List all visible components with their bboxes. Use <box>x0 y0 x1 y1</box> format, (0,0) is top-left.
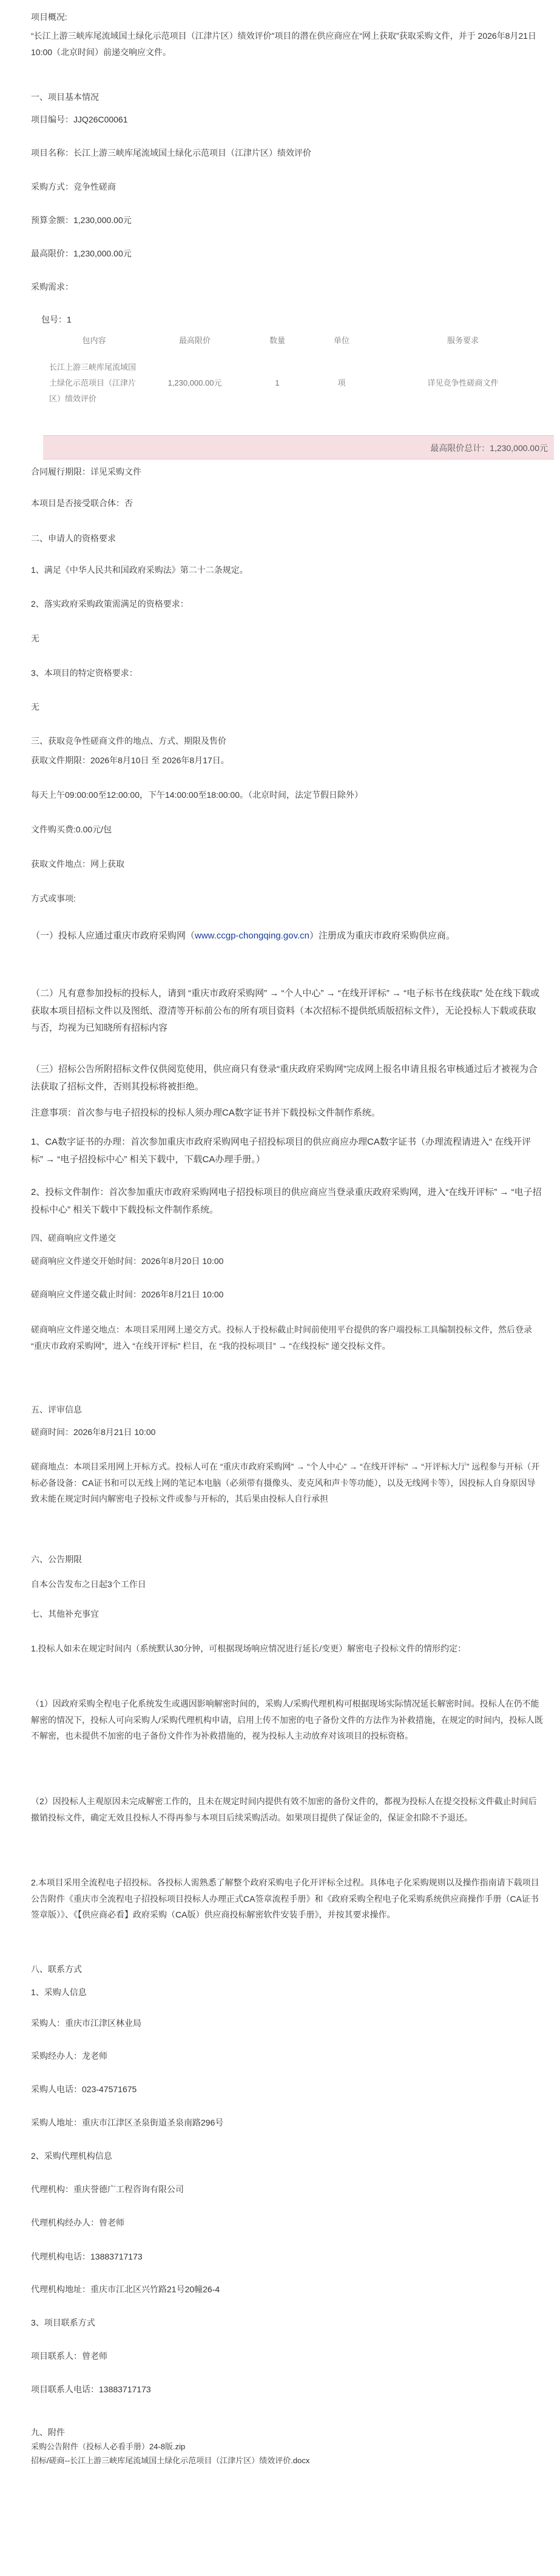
ccgp-link[interactable]: www.ccgp-chongqing.gov.cn <box>195 931 310 941</box>
supplement-heading: 七、其他补充事宜 <box>31 1609 99 1619</box>
overview-heading: 项目概况: <box>31 12 67 22</box>
buyer-name: 采购人：重庆市江津区林业局 <box>31 2018 141 2028</box>
qualification-item-1: 1、满足《中华人民共和国政府采购法》第二十二条规定。 <box>31 565 248 575</box>
project-name: 项目名称：长江上游三峡库尾流域国土绿化示范项目（江津片区）绩效评价 <box>31 148 311 158</box>
row-price: 1,230,000.00元 <box>167 378 222 387</box>
agency-heading: 2、采购代理机构信息 <box>31 2151 112 2161</box>
contract-period: 合同履行期限：详见采购文件 <box>31 467 141 477</box>
review-place: 磋商地点：本项目采用网上开标方式。投标人可在 “重庆市政府采购网” → “个人中心” → “在线开评标” → “开评标大厅” 远程参与开标（开标必备设备：CA证书和可以无线上网的笔记本电脑（必须带有摄像头、麦克风和声卡等功能），以及无线网卡等），因投标人自身原因导致未能在规定时间内解密电子投标文件或参与开标的，其后果由投标人自行承担 <box>31 1462 540 1504</box>
table-row <box>43 352 553 415</box>
package-table <box>43 327 553 415</box>
row-quantity: 1 <box>275 378 280 387</box>
basic-heading: 一、项目基本情况 <box>31 92 99 102</box>
supplement-paragraph-1: 1.投标人如未在规定时间内（系统默认30分钟，可根据现场响应情况进行延长/变更）解密电子投标文件的情形约定： <box>31 1644 467 1653</box>
project-contact-heading: 3、项目联系方式 <box>31 2318 95 2327</box>
package-label: 包号：1 <box>41 315 72 324</box>
qualification-item-3-value: 无 <box>31 702 39 712</box>
ca-certificate-text: 1、CA数字证书的办理：首次参加重庆市政府采购网电子招投标项目的供应商应办理CA数字证书（办理流程请进入“ 在线开评标” → “电子招投标中心” 相关下载中，下载CA办理手册。） <box>31 1137 531 1165</box>
submit-heading: 四、磋商响应文件递交 <box>31 1233 116 1243</box>
contact-heading: 八、联系方式 <box>31 1964 82 1974</box>
obtain-paragraph-1 <box>31 928 543 945</box>
agency-name: 代理机构：重庆誉德广工程咨询有限公司 <box>31 2184 184 2194</box>
qualification-item-3: 3、本项目的特定资格要求： <box>31 668 138 678</box>
obtain-paragraph-3: （三）招标公告所附招标文件仅供阅览使用，供应商只有登录“重庆政府采购网”完成网上报名申请且报名审核通过后才被视为合法获取了招标文件，否则其投标将被拒绝。 <box>31 1064 538 1092</box>
buyer-heading: 1、采购人信息 <box>31 1987 87 1997</box>
supplement-paragraph-2: （1）因政府采购全程电子化系统发生或遇因影响解密时间的，采购人/采购代理机构可根据现场实际情况延长解密时间。投标人在仍不能解密的情况下，投标人可向采购人/采购代理机构申请，启用上传不加密的电子备份文件的方法作为补救措施，在规定的时间内，投标人既不解密，也未提供不加密的电子备份文件作为补救措施的，视为投标人主动放弃对该项目的投标资格。 <box>31 1699 543 1741</box>
submit-end: 磋商响应文件递交截止时间：2026年8月21日 10:00 <box>31 1290 224 1299</box>
header-quantity: 数量 <box>269 335 285 345</box>
max-price-total: 最高限价总计：1,230,000.00元 <box>43 435 554 460</box>
announce-text: 自本公告发布之日起3个工作日 <box>31 1579 146 1589</box>
attachment-link-2[interactable]: 招标/磋商--长江上游三峡库尾流域国土绿化示范项目（江津片区）绩效评价.docx <box>31 2456 310 2465</box>
row-content: 长江上游三峡库尾流域国土绿化示范项目（江津片区）绩效评价 <box>49 363 137 403</box>
bid-tool-text: 2、投标文件制作：首次参加重庆市政府采购网电子招投标项目的供应商应当登录重庆政府采购网，进入“在线开评标” → “电子招投标中心” 相关下载中下载投标文件制作系统。 <box>31 1187 542 1215</box>
paragraph-1-suffix: ）注册成为重庆市政府采购供应商。 <box>309 931 456 941</box>
project-number: 项目编号：JJQ26C00061 <box>31 115 128 124</box>
buyer-phone: 采购人电话：023-47571675 <box>31 2084 137 2094</box>
procurement-needs: 采购需求： <box>31 282 73 292</box>
document-price: 文件购买费:0.00元/包 <box>31 825 112 834</box>
supplement-paragraph-4: 2.本项目采用全流程电子招投标。各投标人需熟悉了解整个政府采购电子化开评标全过程。具体电子化采购规则以及操作指南请下载项目公告附件《重庆市全流程电子招投标项目投标人办理正式CA签章流程手册》和《政府采购全程电子化采购系统供应商操作手册（CA证书签章版）》、《【供应商必看】政府采购（CA版）供应商投标解密软件安装手册》，并按其要求操作。 <box>31 1878 539 1920</box>
review-heading: 五、评审信息 <box>31 1405 82 1414</box>
row-unit: 项 <box>337 378 346 387</box>
qualification-heading: 二、申请人的资格要求 <box>31 534 116 543</box>
qualification-item-2: 2、落实政府采购政策需满足的资格要求： <box>31 599 189 609</box>
qualification-item-2-value: 无 <box>31 634 39 643</box>
row-requirement: 详见竞争性磋商文件 <box>427 378 499 387</box>
header-unit: 单位 <box>333 335 349 345</box>
attachment-link-1[interactable]: 采购公告附件（投标人必看手册）24-8版.zip <box>31 2442 186 2451</box>
obtain-period: 获取文件期限：2026年8月10日 至 2026年8月17日。 <box>31 755 229 765</box>
header-requirement: 服务要求 <box>447 335 479 345</box>
budget-amount: 预算金额：1,230,000.00元 <box>31 215 132 225</box>
agency-address: 代理机构地址：重庆市江北区兴竹路21号20幢26-4 <box>31 2284 220 2294</box>
attachments-heading: 九、附件 <box>31 2427 65 2437</box>
project-contact-phone: 项目联系人电话：13883717173 <box>31 2384 151 2394</box>
notice-text: 注意事项：首次参与电子招投标的投标人须办理CA数字证书并下载投标文件制作系统。 <box>31 1108 380 1118</box>
review-time: 磋商时间：2026年8月21日 10:00 <box>31 1427 156 1437</box>
obtain-place: 获取文件地点：网上获取 <box>31 859 124 869</box>
supplement-paragraph-3: （2）因投标人主观原因未完成解密工作的，且未在规定时间内提供有效不加密的备份文件的，都视为投标人在提交投标文件截止时间后撤销投标文件，确定无效且投标人不得再参与本项目后续采购活动。如果项目提供了保证金的，保证金扣除不予退还。 <box>31 1796 537 1822</box>
submit-place: 磋商响应文件递交地点：本项目采用网上递交方式。投标人于投标截止时间前使用平台提供的客户端投标工具编制投标文件，然后登录 “重庆市政府采购网”，进入 “在线开评标” 栏目，在 “我的投标项目” → “在线投标” 递交投标文件。 <box>31 1325 532 1351</box>
buyer-address: 采购人地址：重庆市江津区圣泉街道圣泉南路296号 <box>31 2118 224 2127</box>
buyer-agent: 采购经办人：龙老师 <box>31 2051 107 2061</box>
header-price: 最高限价 <box>178 335 211 345</box>
overview-text: “长江上游三峡库尾流域国土绿化示范项目（江津片区）绩效评价”项目的潜在供应商应在“网上获取”获取采购文件，并于 2026年8月21日 10:00（北京时间）前递交响应文件。 <box>31 31 537 57</box>
agency-phone: 代理机构电话：13883717173 <box>31 2252 143 2261</box>
obtain-paragraph-2: （二）凡有意参加投标的投标人，请到 “重庆市政府采购网” → “个人中心” → “在线开评标” → “电子标书在线获取” 处在线下载或获取本项目招标文件以及图纸、澄清等开标前公布的所有项目资料（本次招标不提供纸质版招标文件），无论投标人下载或获取与否，均视为已知晓所有招标内容 <box>31 988 540 1033</box>
joint-venture: 本项目是否接受联合体：否 <box>31 498 133 508</box>
obtain-method: 方式或事项: <box>31 894 76 903</box>
obtain-hours: 每天上午09:00:00至12:00:00，下午14:00:00至18:00:00。（北京时间，法定节假日除外） <box>31 790 363 800</box>
paragraph-1-prefix: （一）投标人应通过重庆市政府采购网（ <box>31 931 195 941</box>
announce-heading: 六、公告期限 <box>31 1554 82 1564</box>
procurement-method: 采购方式：竞争性磋商 <box>31 182 116 192</box>
submit-start: 磋商响应文件递交开始时间：2026年8月20日 10:00 <box>31 1256 224 1266</box>
max-price: 最高限价：1,230,000.00元 <box>31 249 132 258</box>
agency-agent: 代理机构经办人：曾老师 <box>31 2218 124 2227</box>
project-contact: 项目联系人：曾老师 <box>31 2351 107 2361</box>
header-content: 包内容 <box>82 335 106 345</box>
obtain-heading: 三、获取竞争性磋商文件的地点、方式、期限及售价 <box>31 736 226 746</box>
